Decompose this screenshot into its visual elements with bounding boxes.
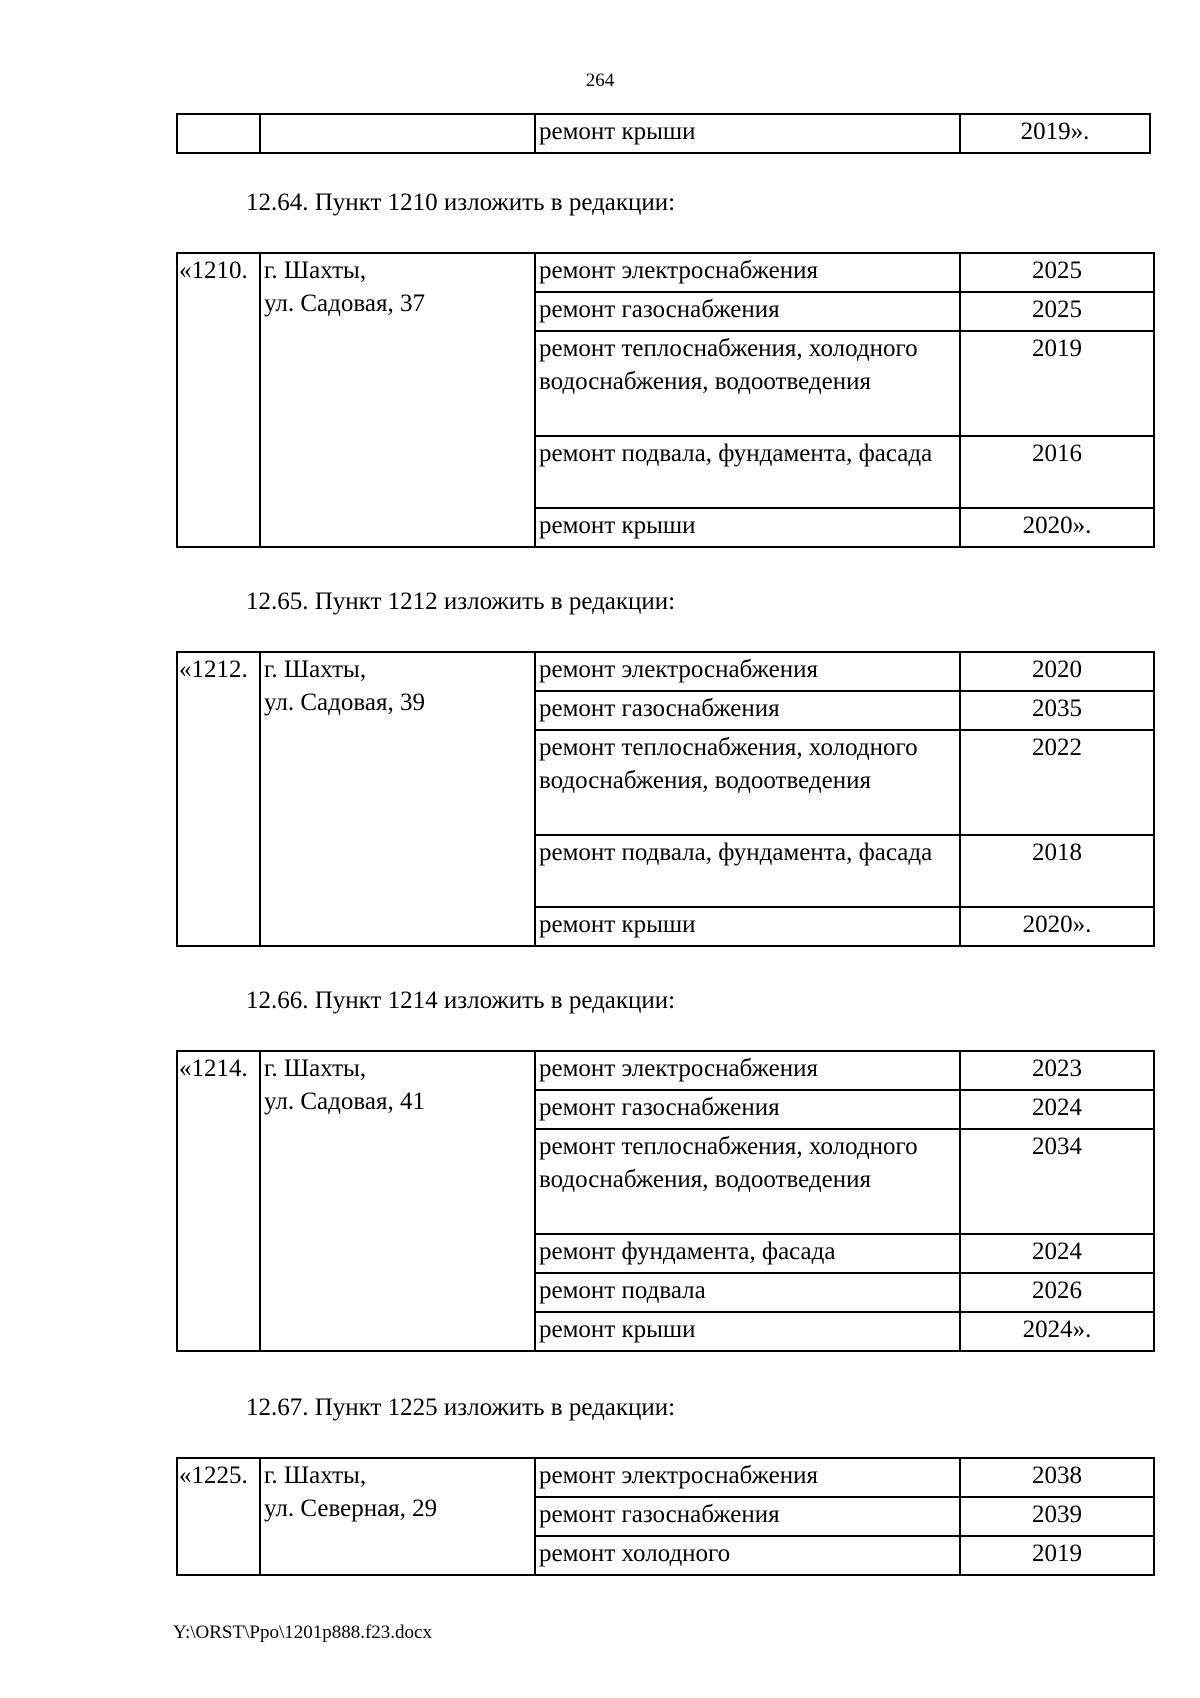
- section-table: [176, 252, 1155, 548]
- work-cell: ремонт электроснабжения: [535, 253, 960, 292]
- work-cell: ремонт крыши: [535, 907, 960, 946]
- address-cell: [260, 114, 535, 153]
- address-city: г. Шахты,: [264, 257, 367, 284]
- year-cell: 2026: [960, 1273, 1154, 1312]
- number-cell: [177, 114, 260, 153]
- address-city: г. Шахты,: [264, 1055, 367, 1082]
- work-cell: ремонт теплоснабжения, холодного водоснабжения, водоотведения: [535, 331, 960, 436]
- work-cell: ремонт электроснабжения: [535, 1051, 960, 1090]
- continuation-table: [176, 113, 1151, 154]
- section-table: [176, 1457, 1155, 1576]
- address-city: г. Шахты,: [264, 1462, 367, 1489]
- table-row: [177, 114, 1150, 153]
- table-row: [177, 1051, 1154, 1090]
- section-heading: 12.64. Пункт 1210 изложить в редакции:: [246, 189, 676, 216]
- year-cell: 2038: [960, 1458, 1154, 1497]
- year-cell: 2020: [960, 652, 1154, 691]
- work-cell: ремонт крыши: [535, 1312, 960, 1351]
- year-cell: 2018: [960, 835, 1154, 907]
- year-cell: 2019: [960, 331, 1154, 436]
- work-cell: ремонт холодного: [535, 1536, 960, 1575]
- work-cell: ремонт газоснабжения: [535, 292, 960, 331]
- year-cell: 2034: [960, 1129, 1154, 1234]
- work-cell: ремонт подвала, фундамента, фасада: [535, 436, 960, 508]
- address-street: ул. Северная, 29: [264, 1495, 438, 1522]
- year-cell: 2016: [960, 436, 1154, 508]
- address-street: ул. Садовая, 37: [264, 290, 425, 317]
- item-number: «1212.: [177, 652, 260, 946]
- table-row: [177, 1458, 1154, 1497]
- work-cell: ремонт крыши: [535, 114, 960, 153]
- table-row: [177, 652, 1154, 691]
- work-cell: ремонт подвала, фундамента, фасада: [535, 835, 960, 907]
- address-cell: [260, 1051, 535, 1351]
- work-cell: ремонт фундамента, фасада: [535, 1234, 960, 1273]
- year-cell: 2020».: [960, 508, 1154, 547]
- year-cell: 2024: [960, 1090, 1154, 1129]
- section-table: [176, 1050, 1155, 1352]
- footer-file-path: Y:\ORST\Ppo\1201p888.f23.docx: [173, 1622, 432, 1643]
- item-number: «1214.: [177, 1051, 260, 1351]
- item-number: «1225.: [177, 1458, 260, 1575]
- work-cell: ремонт газоснабжения: [535, 1090, 960, 1129]
- work-cell: ремонт крыши: [535, 508, 960, 547]
- year-cell: 2022: [960, 730, 1154, 835]
- work-cell: ремонт электроснабжения: [535, 652, 960, 691]
- year-cell: 2019».: [960, 114, 1150, 153]
- year-cell: 2024: [960, 1234, 1154, 1273]
- section-heading: 12.67. Пункт 1225 изложить в редакции:: [246, 1394, 676, 1421]
- section-heading: 12.65. Пункт 1212 изложить в редакции:: [246, 588, 676, 615]
- work-cell: ремонт газоснабжения: [535, 691, 960, 730]
- work-cell: ремонт теплоснабжения, холодного водоснабжения, водоотведения: [535, 730, 960, 835]
- address-city: г. Шахты,: [264, 656, 367, 683]
- year-cell: 2025: [960, 253, 1154, 292]
- work-cell: ремонт газоснабжения: [535, 1497, 960, 1536]
- work-cell: ремонт электроснабжения: [535, 1458, 960, 1497]
- year-cell: 2035: [960, 691, 1154, 730]
- address-cell: [260, 1458, 535, 1575]
- address-street: ул. Садовая, 39: [264, 689, 425, 716]
- year-cell: 2039: [960, 1497, 1154, 1536]
- item-number: «1210.: [177, 253, 260, 547]
- section-heading: 12.66. Пункт 1214 изложить в редакции:: [246, 987, 676, 1014]
- section-table: [176, 651, 1155, 947]
- address-cell: [260, 253, 535, 547]
- year-cell: 2019: [960, 1536, 1154, 1575]
- address-street: ул. Садовая, 41: [264, 1088, 425, 1115]
- work-cell: ремонт подвала: [535, 1273, 960, 1312]
- year-cell: 2025: [960, 292, 1154, 331]
- year-cell: 2024».: [960, 1312, 1154, 1351]
- year-cell: 2023: [960, 1051, 1154, 1090]
- page-number: 264: [585, 70, 615, 91]
- table-row: [177, 253, 1154, 292]
- year-cell: 2020».: [960, 907, 1154, 946]
- address-cell: [260, 652, 535, 946]
- work-cell: ремонт теплоснабжения, холодного водоснабжения, водоотведения: [535, 1129, 960, 1234]
